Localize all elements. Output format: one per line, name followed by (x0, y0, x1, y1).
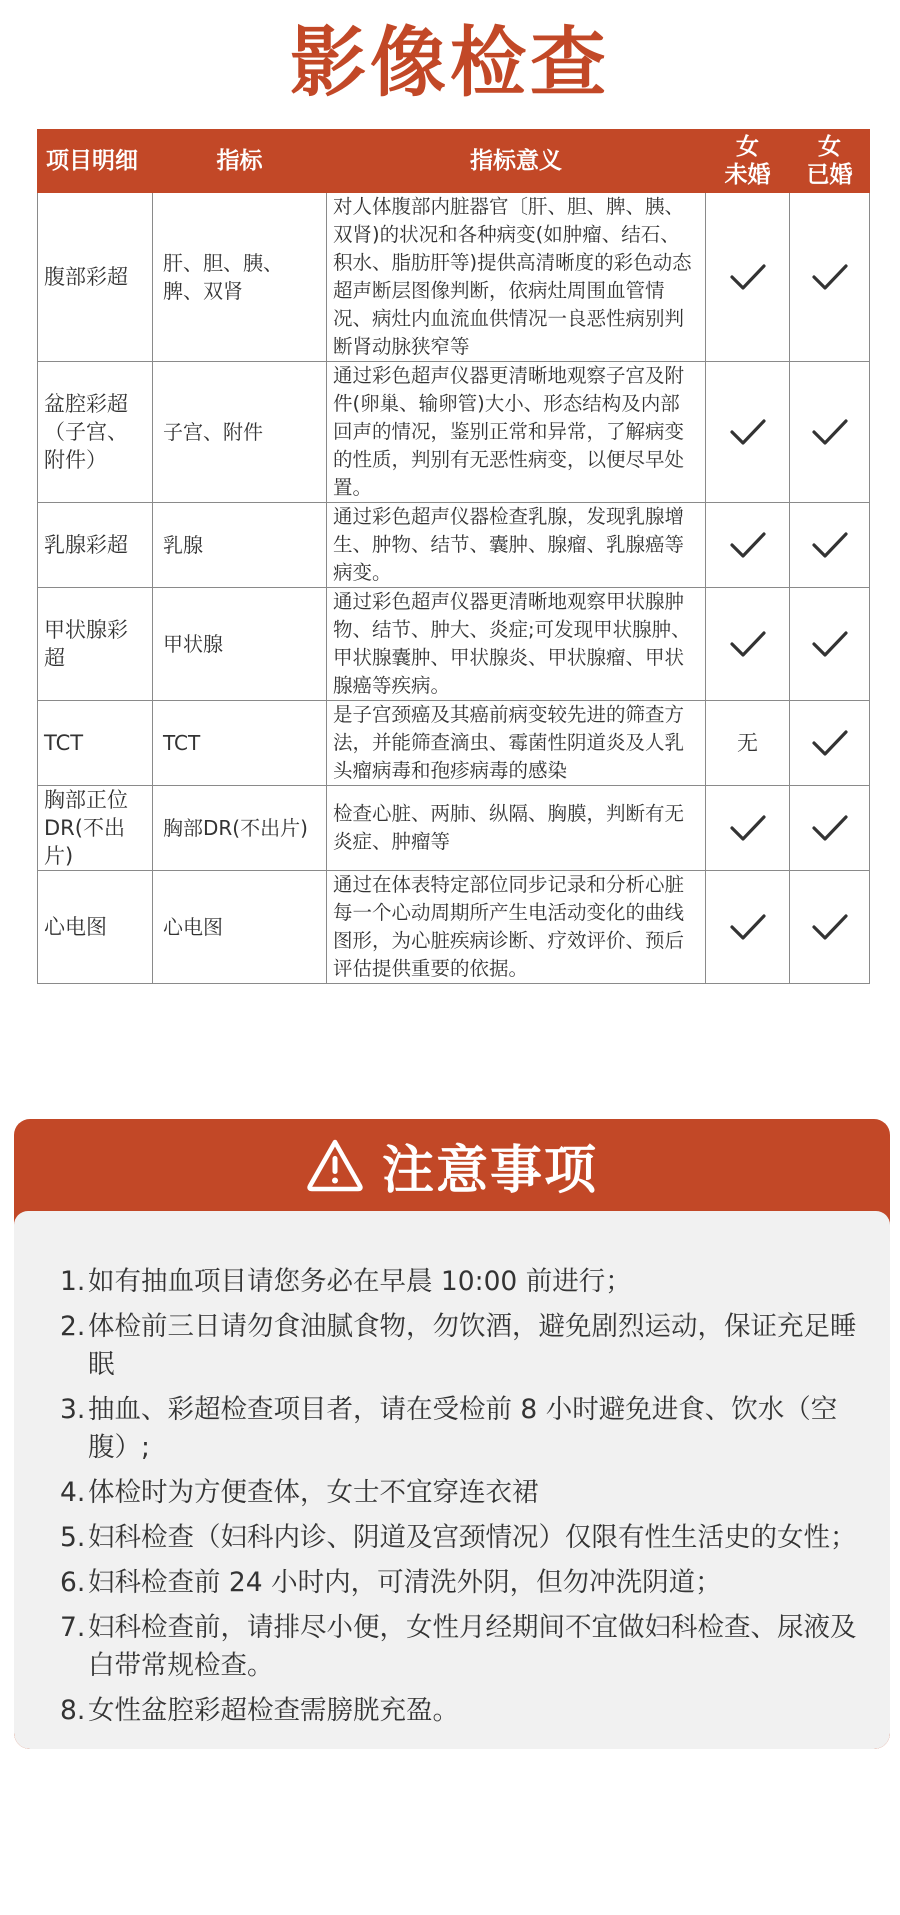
notice-list (60, 1263, 880, 1737)
notice-item (60, 1263, 880, 1301)
indicator-cell: 子宫、附件 (153, 362, 327, 503)
table-header-row (38, 130, 870, 193)
check-icon (729, 262, 767, 292)
notice-item (60, 1474, 880, 1512)
warning-triangle-icon (306, 1138, 364, 1192)
notice-header (14, 1119, 890, 1211)
notice-item-text: 如有抽血项目请您务必在早晨 10:00 前进行； (88, 1266, 632, 1297)
indicator-cell: 心电图 (153, 871, 327, 984)
indicator-cell: 乳腺 (153, 503, 327, 588)
notice-item-number: 3. (60, 1394, 86, 1425)
table-row (38, 362, 870, 503)
notice-item-text: 体检前三日请勿食油腻食物，勿饮酒，避免剧烈运动，保证充足睡眠 (88, 1311, 857, 1380)
item-cell: 腹部彩超 (38, 193, 153, 362)
notice-item (60, 1564, 880, 1602)
check-icon (729, 417, 767, 447)
table-row (38, 588, 870, 701)
notice-item-text: 抽血、彩超检查项目者，请在受检前 8 小时避免进食、饮水（空腹）; (88, 1394, 838, 1463)
meaning-cell: 通过彩色超声仪器更清晰地观察子宫及附件(卵巢、输卵管)大小、形态结构及内部回声的情况，鉴别正常和异常，了解病变的性质，判别有无恶性病变，以便尽早处置。 (327, 362, 706, 503)
notice-body (14, 1211, 890, 1749)
meaning-cell: 检查心脏、两肺、纵隔、胸膜，判断有无炎症、肿瘤等 (327, 786, 706, 871)
notice-panel (14, 1119, 890, 1749)
meaning-cell: 通过彩色超声仪器更清晰地观察甲状腺肿物、结节、肿大、炎症;可发现甲状腺肿、甲状腺囊肿、甲状腺炎、甲状腺瘤、甲状腺癌等疾病。 (327, 588, 706, 701)
item-cell: TCT (38, 701, 153, 786)
item-cell: 胸部正位DR(不出片) (38, 786, 153, 871)
item-cell: 心电图 (38, 871, 153, 984)
married-cell (790, 871, 870, 984)
unmarried-cell (706, 701, 790, 786)
page-title: 影像检查 (290, 18, 610, 107)
notice-item (60, 1609, 880, 1685)
item-cell: 乳腺彩超 (38, 503, 153, 588)
indicator-cell: 肝、胆、胰、脾、双肾 (153, 193, 327, 362)
notice-item (60, 1391, 880, 1467)
unmarried-cell (706, 193, 790, 362)
unmarried-cell (706, 786, 790, 871)
notice-item-number: 8. (60, 1695, 86, 1726)
table-row (38, 786, 870, 871)
indicator-cell: TCT (153, 701, 327, 786)
notice-item-number: 7. (60, 1612, 86, 1643)
item-cell: 甲状腺彩超 (38, 588, 153, 701)
notice-item-number: 6. (60, 1567, 86, 1598)
notice-title: 注意事项 (381, 1140, 598, 1201)
check-icon (811, 813, 849, 843)
married-cell (790, 193, 870, 362)
none-label: 无 (737, 731, 758, 755)
notice-item (60, 1308, 880, 1384)
notice-item-number: 2. (60, 1311, 86, 1342)
notice-item (60, 1519, 880, 1557)
unmarried-cell (706, 503, 790, 588)
married-cell (790, 588, 870, 701)
meaning-cell: 通过在体表特定部位同步记录和分析心脏每一个心动周期所产生电活动变化的曲线图形，为心脏疾病诊断、疗效评价、预后评估提供重要的依据。 (327, 871, 706, 984)
check-icon (811, 530, 849, 560)
notice-item-number: 5. (60, 1522, 86, 1553)
check-icon (729, 530, 767, 560)
notice-item-text: 妇科检查前 24 小时内，可清洗外阴，但勿冲洗阴道； (88, 1567, 722, 1598)
header-unmarried: 女 未婚 (706, 130, 790, 193)
check-icon (811, 417, 849, 447)
table-row (38, 701, 870, 786)
meaning-cell: 是子宫颈癌及其癌前病变较先进的筛查方法，并能筛查滴虫、霉菌性阴道炎及人乳头瘤病毒和孢疹病毒的感染 (327, 701, 706, 786)
check-icon (811, 728, 849, 758)
check-icon (811, 629, 849, 659)
married-cell (790, 786, 870, 871)
check-icon (729, 813, 767, 843)
header-item: 项目明细 (38, 130, 153, 193)
notice-item-text: 女性盆腔彩超检查需膀胱充盈。 (88, 1695, 459, 1726)
notice-item-number: 4. (60, 1477, 86, 1508)
table-row (38, 193, 870, 362)
notice-item-text: 体检时为方便查体，女士不宜穿连衣裙 (88, 1477, 539, 1508)
exam-table (37, 129, 870, 984)
meaning-cell: 通过彩色超声仪器检查乳腺，发现乳腺增生、肿物、结节、囊肿、腺瘤、乳腺癌等病变。 (327, 503, 706, 588)
married-cell (790, 362, 870, 503)
notice-item-number: 1. (60, 1266, 86, 1297)
meaning-cell: 对人体腹部内脏器官〔肝、胆、脾、胰、双肾)的状况和各种病变(如肿瘤、结石、积水、脂肪肝等)提供高清晰度的彩色动态超声断层图像判断，依病灶周围血管情况、病灶内血流血供情况一良恶性病别判断肾动脉狭窄等 (327, 193, 706, 362)
table-row (38, 871, 870, 984)
indicator-cell: 胸部DR(不出片) (153, 786, 327, 871)
married-cell (790, 503, 870, 588)
header-married: 女 已婚 (790, 130, 870, 193)
notice-item-text: 妇科检查前，请排尽小便，女性月经期间不宜做妇科检查、尿液及白带常规检查。 (88, 1612, 857, 1681)
married-cell (790, 701, 870, 786)
notice-item-text: 妇科检查（妇科内诊、阴道及宫颈情况）仅限有性生活史的女性； (88, 1522, 857, 1553)
check-icon (811, 912, 849, 942)
check-icon (729, 629, 767, 659)
check-icon (729, 912, 767, 942)
item-cell: 盆腔彩超（子宫、附件） (38, 362, 153, 503)
header-indicator: 指标 (153, 130, 327, 193)
unmarried-cell (706, 362, 790, 503)
header-meaning: 指标意义 (327, 130, 706, 193)
table-row (38, 503, 870, 588)
unmarried-cell (706, 871, 790, 984)
notice-item (60, 1692, 880, 1730)
unmarried-cell (706, 588, 790, 701)
check-icon (811, 262, 849, 292)
indicator-cell: 甲状腺 (153, 588, 327, 701)
